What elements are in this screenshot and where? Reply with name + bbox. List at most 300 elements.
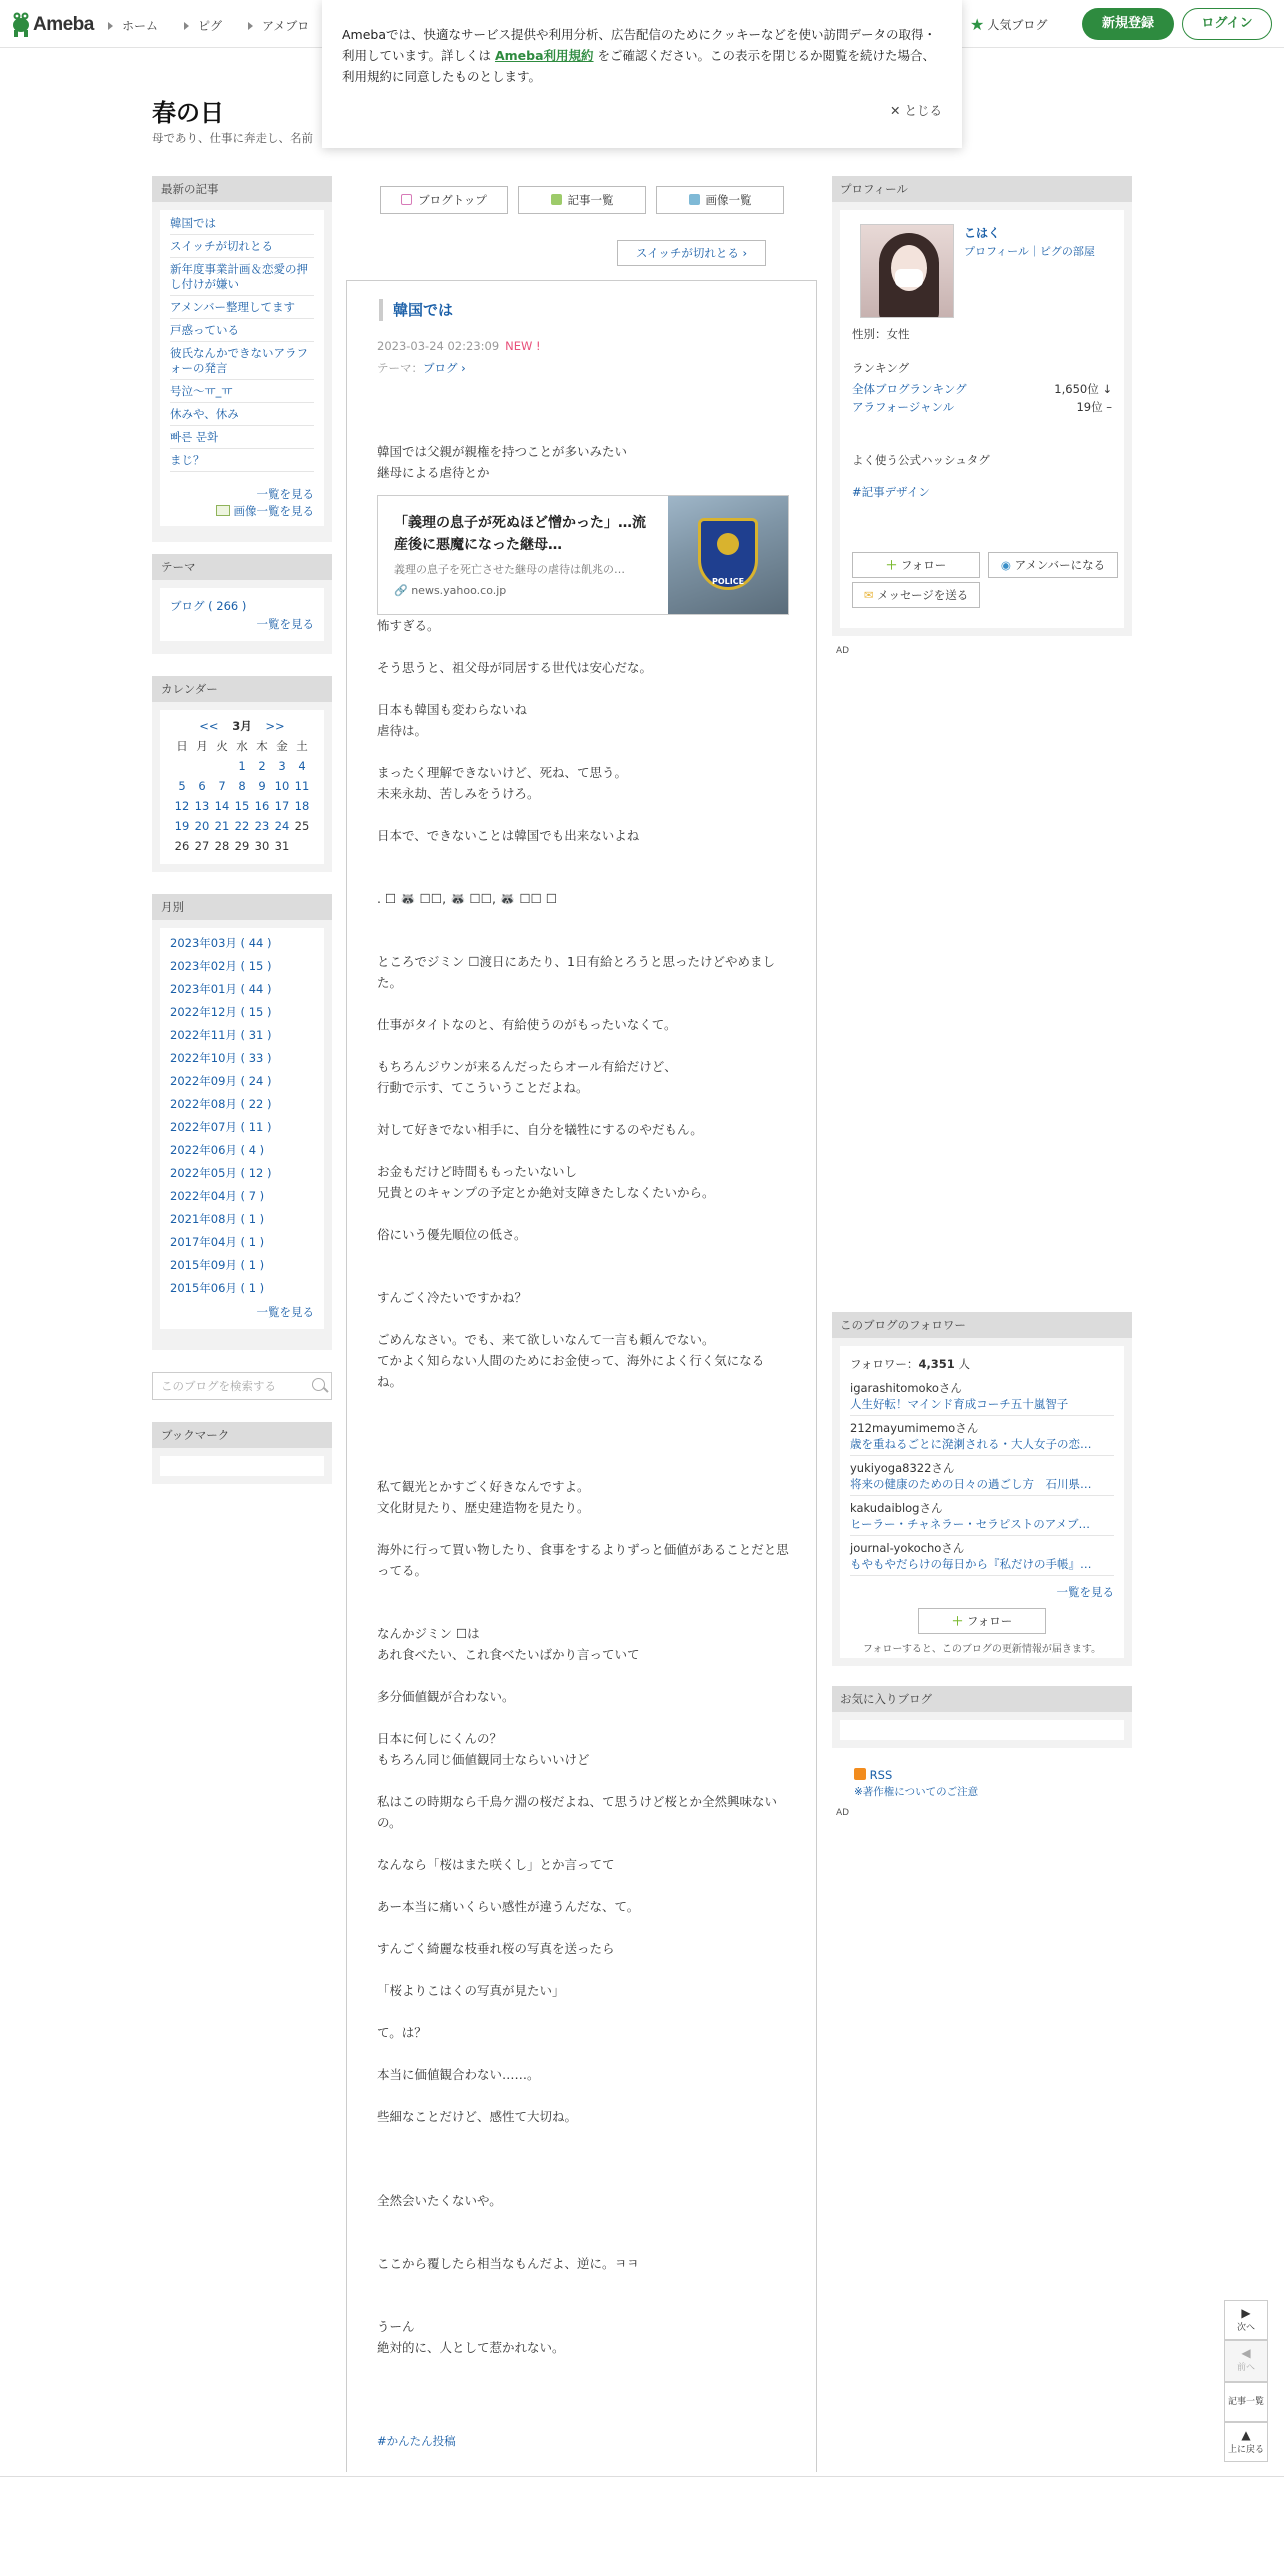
- spacer: [377, 1098, 789, 1119]
- entry-text: そう思うと、祖父母が同居する世代は安心だな。: [377, 660, 653, 675]
- news-link-card[interactable]: [377, 495, 789, 615]
- image-list-icon: [216, 505, 230, 516]
- terms-link[interactable]: Ameba利用規約: [494, 48, 594, 63]
- calendar-day: 29: [234, 839, 250, 853]
- calendar-day[interactable]: 14: [214, 799, 230, 813]
- tab-article-list[interactable]: [518, 186, 646, 214]
- logo-text: Ameba: [33, 14, 94, 35]
- calendar-day: 30: [254, 839, 270, 853]
- spacer: [377, 1245, 789, 1266]
- spacer: [377, 678, 789, 699]
- cookie-close-button[interactable]: [890, 100, 942, 121]
- month-archive-link[interactable]: 2022年12月 ( 15 ): [170, 1005, 272, 1019]
- entry-text: お金もだけど時間ももったいないし: [377, 1164, 578, 1179]
- calendar-weekday: 金: [276, 739, 288, 753]
- recent-article-link[interactable]: まじ？: [170, 453, 205, 467]
- tab-label: 画像一覧: [705, 193, 752, 207]
- theme-more-link[interactable]: 一覧を見る: [256, 617, 314, 631]
- ranking-genre-value: 19位 –: [1076, 400, 1112, 414]
- follower-user: yukiyoga8322さん: [850, 1461, 955, 1475]
- entry-text: あー本当に痛いくらい感性が違うんだな、て。: [377, 1899, 640, 1914]
- play-icon: ▶: [1241, 2306, 1251, 2320]
- follower-count-value: 4,351: [918, 1357, 955, 1371]
- entry-text: 怖すぎる。: [377, 618, 440, 633]
- follow-label: フォロー: [966, 1614, 1013, 1628]
- follower-user: journal-yokochoさん: [850, 1541, 965, 1555]
- month-archive-link[interactable]: 2021年08月 ( 1 ): [170, 1212, 265, 1226]
- entry-text: 本当に価値観合わない……。: [377, 2067, 540, 2082]
- plus-icon: ＋: [951, 1614, 964, 1628]
- entry-text: 対して好きでない相手に、自分を犠牲にするのやだもん。: [377, 1122, 703, 1137]
- calendar-day: 26: [174, 839, 190, 853]
- favorites-box: [832, 1686, 1132, 1748]
- global-nav: [108, 17, 335, 34]
- ranking-overall-value: 1,650位 ↓: [1054, 382, 1112, 396]
- follower-user: kakudaiblogさん: [850, 1501, 943, 1515]
- next-label: 次へ: [1236, 2323, 1255, 2333]
- cookie-text-2: をご確認ください。この表示を閉じるか閲覧を続けた場合、利用規約に同意したものとします。: [342, 48, 936, 84]
- follower-list: [850, 1376, 1114, 1576]
- box-heading: プロフィール: [832, 176, 1132, 202]
- entry-text: まったく理解できないけど、死ね、て思う。: [377, 765, 628, 780]
- profile-gender: 性別：女性: [852, 327, 910, 341]
- calendar-day[interactable]: 5: [178, 779, 186, 793]
- cookie-text: Amebaでは、快適なサービス提供や利用分析、広告配信のためにクッキーなどを使い訪問データの取得・利用しています。詳しくは: [342, 27, 937, 63]
- follower-blog: 人生好転！マインド育成コーチ五十嵐智子: [850, 1397, 1069, 1411]
- calendar-day[interactable]: 9: [258, 779, 266, 793]
- ranking-list: [852, 380, 1112, 416]
- rss-area: [854, 1768, 978, 1799]
- spacer: [377, 1413, 789, 1434]
- envelope-icon: ✉: [863, 588, 874, 602]
- spacer: [377, 1035, 789, 1056]
- spacer: [377, 2001, 789, 2022]
- nav-label: アメブロ: [262, 19, 310, 33]
- camera-icon: [689, 194, 700, 205]
- spacer: [377, 930, 789, 951]
- calendar-day[interactable]: 4: [298, 759, 306, 773]
- rss-label: RSS: [869, 1768, 893, 1782]
- profile-name[interactable]: こはく: [964, 226, 1001, 240]
- calendar-day: 31: [274, 839, 290, 853]
- spacer: [377, 1875, 789, 1896]
- entry-text: てかよく知らない人間のためにお金使って、海外によく行く気になるね。: [377, 1353, 765, 1389]
- blog-top-icon: [401, 194, 412, 205]
- calendar-day[interactable]: 3: [278, 759, 286, 773]
- list-label: 記事一覧: [1227, 2397, 1264, 2407]
- calendar-day[interactable]: 2: [258, 759, 266, 773]
- calendar-day: 25: [294, 819, 310, 833]
- calendar-weekday: 日: [176, 739, 188, 753]
- monthly-archive-box: [152, 894, 332, 1350]
- entry-theme-link[interactable]: ブログ: [423, 361, 458, 375]
- month-archive-link[interactable]: 2015年09月 ( 1 ): [170, 1258, 265, 1272]
- recent-more-link[interactable]: 一覧を見る: [256, 487, 314, 501]
- blog-search-input[interactable]: [152, 1372, 332, 1400]
- amember-button[interactable]: [988, 552, 1118, 578]
- follow-button-2[interactable]: [918, 1608, 1046, 1634]
- badge-emblem: [717, 533, 739, 555]
- spacer: [377, 993, 789, 1014]
- month-archive-link[interactable]: 2023年03月 ( 44 ): [170, 936, 272, 950]
- calendar-day: [172, 756, 192, 776]
- month-archive-link[interactable]: 2022年06月 ( 4 ): [170, 1143, 265, 1157]
- entry-lines: [377, 615, 789, 2358]
- entry-text: あれ食べたい、これ食べたいばかり言っていて: [377, 1647, 640, 1662]
- close-label: とじる: [904, 103, 942, 118]
- spacer: [377, 846, 789, 867]
- next-article-link[interactable]: [617, 240, 766, 266]
- entry-text: 絶対的に、人として惹かれない。: [377, 2340, 565, 2355]
- entry-text: 私て観光とかすごく好きなんですよ。: [377, 1479, 590, 1494]
- recent-article-link[interactable]: 休みや、休み: [170, 407, 239, 421]
- box-heading: ブックマーク: [152, 1422, 332, 1448]
- calendar-prev[interactable]: <<: [199, 719, 219, 733]
- spacer: [377, 1833, 789, 1854]
- search-icon[interactable]: [312, 1378, 325, 1391]
- follower-item[interactable]: [850, 1376, 1114, 1416]
- follower-blog: 歳を重ねるごとに溌溂される・大人女子の恋…: [850, 1437, 1092, 1451]
- hashtag-heading: よく使う公式ハッシュタグ: [852, 453, 990, 467]
- follower-blog: もやもやだらけの毎日から『私だけの手帳』…: [850, 1557, 1092, 1571]
- recent-article-link[interactable]: スイッチが切れとる: [170, 239, 274, 253]
- spacer: [377, 2169, 789, 2190]
- new-badge: NEW !: [505, 339, 541, 353]
- calendar-day[interactable]: 8: [238, 779, 246, 793]
- spacer: [377, 2211, 789, 2232]
- entry-text: 継母による虐待とか: [377, 465, 490, 480]
- ameba-frog-icon: [12, 12, 30, 38]
- calendar-day[interactable]: 11: [294, 779, 310, 793]
- chevron-right-icon: ›: [742, 246, 748, 260]
- calendar-day[interactable]: 1: [238, 759, 246, 773]
- entry-text: 些細なことだけど、感性て大切ね。: [377, 2109, 578, 2124]
- monthly-archive-body: [160, 928, 324, 1329]
- footer-divider: [0, 2476, 1284, 2477]
- ranking-genre-link[interactable]: アラフォージャンル: [852, 400, 955, 414]
- entry-text: うーん: [377, 2319, 415, 2334]
- follower-count: [850, 1356, 1114, 1372]
- entry-text: ここから覆したら相当なもんだよ、逆に。ㅋㅋ: [377, 2256, 639, 2271]
- back-icon: ◀: [1241, 2346, 1251, 2360]
- follow-button[interactable]: [852, 552, 980, 578]
- spacer: [377, 2232, 789, 2253]
- profile-box: [832, 176, 1132, 636]
- article-list-icon: [551, 194, 562, 205]
- entry-theme: [377, 360, 466, 376]
- tab-label: 記事一覧: [567, 193, 614, 207]
- spacer: [377, 1140, 789, 1161]
- month-more-link[interactable]: 一覧を見る: [256, 1305, 314, 1319]
- entry-text: 文化財見たり、歴史建造物を見たり。: [377, 1500, 590, 1515]
- calendar-day[interactable]: 6: [198, 779, 206, 793]
- month-archive-link[interactable]: 2022年04月 ( 7 ): [170, 1189, 265, 1203]
- spacer: [377, 909, 789, 930]
- calendar-day[interactable]: 19: [174, 819, 190, 833]
- entry-text: 虐待は。: [377, 723, 428, 738]
- entry-text: 俗にいう優先順位の低さ。: [377, 1227, 527, 1242]
- calendar-day[interactable]: 24: [274, 819, 290, 833]
- entry-text: 日本に何しにくんの？: [377, 1731, 503, 1746]
- calendar-weekday: 土: [296, 739, 308, 753]
- spacer: [377, 1518, 789, 1539]
- entry-meta: [377, 339, 541, 353]
- calendar: [160, 710, 324, 864]
- calendar-day[interactable]: 21: [214, 819, 230, 833]
- theme-body: [160, 588, 324, 641]
- rss-icon: [854, 1768, 866, 1780]
- month-archive-link[interactable]: 2022年10月 ( 33 ): [170, 1051, 272, 1065]
- profile-links[interactable]: プロフィール｜ピグの部屋: [964, 245, 1095, 258]
- avatar-mask: [895, 269, 923, 287]
- calendar-day: 27: [194, 839, 210, 853]
- rss-link[interactable]: [854, 1768, 892, 1782]
- calendar-weekday: 水: [236, 739, 248, 753]
- spacer: [377, 1917, 789, 1938]
- entry-text: 多分価値観が合わない。: [377, 1689, 515, 1704]
- profile-avatar[interactable]: [860, 224, 954, 318]
- card-thumbnail: [668, 496, 788, 614]
- month-archive-link[interactable]: 2015年06月 ( 1 ): [170, 1281, 265, 1295]
- star-icon: ★: [970, 15, 985, 34]
- month-archive-link[interactable]: 2017年04月 ( 1 ): [170, 1235, 265, 1249]
- calendar-day: [292, 836, 312, 856]
- nav-home[interactable]: [108, 17, 158, 34]
- theme-label: テーマ：: [377, 361, 423, 375]
- calendar-day[interactable]: 15: [234, 799, 250, 813]
- calendar-month: 3月: [232, 719, 252, 733]
- calendar-day[interactable]: 12: [174, 799, 190, 813]
- bookmark-box: [152, 1422, 332, 1484]
- ameba-logo[interactable]: [12, 12, 94, 38]
- spacer: [377, 1770, 789, 1791]
- chevron-right-icon: [248, 22, 253, 30]
- spacer: [377, 1581, 789, 1602]
- entry-body: [377, 441, 789, 2358]
- recent-article-link[interactable]: 新年度事業計画＆恋愛の押し付けが嫌い: [170, 262, 308, 291]
- recent-article-link[interactable]: 彼氏なんかできないアラフォーの発言: [170, 346, 308, 375]
- register-button[interactable]: 新規登録: [1082, 8, 1174, 40]
- followers-body: [840, 1346, 1124, 1658]
- nav-label: ホーム: [122, 19, 159, 33]
- card-site: news.yahoo.co.jp: [411, 584, 507, 597]
- spacer: [377, 1665, 789, 1686]
- entry-text: 海外に行って買い物したり、食事をするよりずっと価値があることだと思ってる。: [377, 1542, 789, 1578]
- spacer: [377, 1392, 789, 1413]
- tab-blog-top[interactable]: [380, 186, 508, 214]
- tab-label: ブログトップ: [418, 193, 487, 207]
- box-heading: カレンダー: [152, 676, 332, 702]
- ranking-overall-link[interactable]: 全体ブログランキング: [852, 382, 967, 396]
- follow-note: フォローすると、このブログの更新情報が届きます。: [862, 1644, 1102, 1655]
- follower-user: 212mayumimemoさん: [850, 1421, 979, 1435]
- entry-text: もちろんジウンが来るんだったらオール有給だけど、: [377, 1059, 677, 1074]
- calendar-day[interactable]: 7: [218, 779, 226, 793]
- entry-text: 日本で、できないことは韓国でも出来ないよね: [377, 828, 640, 843]
- ranking-heading: ランキング: [852, 361, 910, 375]
- followers-more-link[interactable]: 一覧を見る: [1056, 1585, 1114, 1599]
- ad-label: AD: [836, 646, 850, 656]
- blog-title[interactable]: 春の日: [152, 99, 224, 127]
- theme-item-blog[interactable]: ブログ ( 266 ): [170, 599, 247, 613]
- recent-articles-box: [152, 176, 332, 542]
- entry-text: 行動で示す、てこういうことだよね。: [377, 1080, 589, 1095]
- spacer: [377, 1455, 789, 1476]
- calendar-day: [212, 756, 232, 776]
- calendar-day[interactable]: 23: [254, 819, 270, 833]
- entry-title[interactable]: 韓国では: [379, 299, 453, 321]
- follower-count-unit: 人: [958, 1357, 970, 1371]
- ad-label-2: AD: [836, 1808, 850, 1818]
- prev-label: 前へ: [1236, 2363, 1255, 2373]
- calendar-day: [192, 756, 212, 776]
- card-description: 義理の息子を死亡させた継母の虐待は飢兆の…: [394, 563, 625, 576]
- follower-blog: ヒーラー・チャネラー・セラピストのアメブ…: [850, 1517, 1091, 1531]
- spacer: [377, 636, 789, 657]
- hashtag-link[interactable]: #記事デザイン: [852, 485, 930, 499]
- box-heading: 月別: [152, 894, 332, 920]
- calendar-day: 28: [214, 839, 230, 853]
- calendar-day[interactable]: 10: [274, 779, 290, 793]
- entry-text: . ☐ 🦝 ☐☐, 🦝 ☐☐, 🦝 ☐☐ ☐: [377, 891, 558, 906]
- entry-text: 日本も韓国も変わらないね: [377, 702, 528, 717]
- next-button[interactable]: [1224, 2300, 1268, 2340]
- recent-article-link[interactable]: 韓国では: [170, 216, 216, 230]
- favorites-body: [840, 1720, 1124, 1740]
- calendar-weekday: 月: [196, 739, 208, 753]
- up-icon: ▲: [1241, 2428, 1251, 2442]
- back-to-top-button[interactable]: [1224, 2422, 1268, 2462]
- message-label: メッセージを送る: [876, 588, 969, 602]
- chevron-right-icon: ›: [461, 361, 466, 375]
- box-heading: テーマ: [152, 554, 332, 580]
- box-heading: 最新の記事: [152, 176, 332, 202]
- spacer: [377, 867, 789, 888]
- spacer: [377, 1308, 789, 1329]
- calendar-day[interactable]: 13: [194, 799, 210, 813]
- follower-item[interactable]: [850, 1496, 1114, 1536]
- plus-icon: ＋: [885, 558, 898, 572]
- recent-article-link[interactable]: 戸惑っている: [170, 323, 239, 337]
- tab-image-list[interactable]: [656, 186, 784, 214]
- month-archive-link[interactable]: 2023年02月 ( 15 ): [170, 959, 272, 973]
- calendar-day[interactable]: 16: [254, 799, 270, 813]
- follower-blog: 将来の健康のための日々の過ごし方 石川県…: [850, 1477, 1092, 1491]
- calendar-next[interactable]: >>: [265, 719, 285, 733]
- calendar-nav: [164, 712, 320, 736]
- calendar-day[interactable]: 22: [234, 819, 250, 833]
- spacer: [377, 804, 789, 825]
- spacer: [377, 1434, 789, 1455]
- calendar-weekday: 木: [256, 739, 268, 753]
- link-icon: 🔗: [394, 584, 408, 597]
- entry-text: 私はこの時期なら千鳥ケ淵の桜だよね、て思うけど桜とか全然興味ないの。: [377, 1794, 778, 1830]
- entry-text: 未来永劫、苦しみをうけろ。: [377, 786, 540, 801]
- entry-text: なんかジミン ☐は: [377, 1626, 480, 1641]
- chevron-right-icon: [184, 22, 189, 30]
- entry-hashtag[interactable]: #かんたん投稿: [377, 2434, 456, 2448]
- month-archive-link[interactable]: 2022年08月 ( 22 ): [170, 1097, 272, 1111]
- calendar-day[interactable]: 17: [274, 799, 290, 813]
- blog-entry: [346, 280, 817, 2472]
- recent-article-link[interactable]: 빠른 문화: [170, 430, 219, 444]
- police-badge-icon: [698, 518, 758, 590]
- image-list-link[interactable]: 画像一覧を見る: [233, 504, 314, 518]
- spacer: [377, 2295, 789, 2316]
- calendar-day[interactable]: 18: [294, 799, 310, 813]
- nav-label: ピグ: [198, 19, 223, 33]
- follower-item[interactable]: [850, 1416, 1114, 1456]
- entry-text: すんごく綺麗な枝垂れ桜の写真を送ったら: [377, 1941, 615, 1956]
- month-archive-link[interactable]: 2022年11月 ( 31 ): [170, 1028, 272, 1042]
- entry-text: すんごく冷たいですかね？: [377, 1290, 528, 1305]
- spacer: [377, 1203, 789, 1224]
- followers-box: [832, 1312, 1132, 1666]
- entry-date: 2023-03-24 02:23:09: [377, 339, 500, 353]
- login-button[interactable]: ログイン: [1182, 8, 1272, 40]
- month-archive-link[interactable]: 2022年05月 ( 12 ): [170, 1166, 272, 1180]
- message-button[interactable]: [852, 582, 980, 608]
- month-archive-link[interactable]: 2022年07月 ( 11 ): [170, 1120, 272, 1134]
- spacer: [377, 741, 789, 762]
- calendar-day[interactable]: 20: [194, 819, 210, 833]
- spacer: [377, 2127, 789, 2148]
- entry-text: ところでジミン ☐渡日にあたり、1日有給とろうと思ったけどやめました。: [377, 954, 776, 990]
- next-article-label: スイッチが切れとる: [635, 246, 739, 260]
- follower-count-label: フォロワー：: [850, 1357, 919, 1371]
- recent-article-link[interactable]: 号泣〜ㅠ_ㅠ: [170, 384, 233, 398]
- article-list-button[interactable]: [1224, 2382, 1268, 2422]
- monthly-archive-list: [170, 932, 314, 1300]
- follow-label: フォロー: [900, 558, 947, 572]
- copyright-link[interactable]: ※著作権についてのご注意: [854, 1786, 979, 1798]
- entry-text: 仕事がタイトなのと、有給使うのがもったいなくて。: [377, 1017, 677, 1032]
- spacer: [377, 2274, 789, 2295]
- cookie-banner: [322, 0, 962, 148]
- month-archive-link[interactable]: 2022年09月 ( 24 ): [170, 1074, 272, 1088]
- card-title: 「義理の息子が死ぬほど憎かった」…流産後に悪魔になった継母…: [394, 515, 646, 553]
- recent-articles-list: [160, 210, 324, 526]
- follower-item[interactable]: [850, 1536, 1114, 1576]
- entry-text: 全然会いたくないや。: [377, 2193, 502, 2208]
- top-label: 上に戻る: [1227, 2445, 1264, 2455]
- chevron-right-icon: [108, 22, 113, 30]
- calendar-table: [172, 736, 312, 856]
- entry-text: ごめんなさい。でも、来て欲しいなんて一言も頼んでない。: [377, 1332, 715, 1347]
- month-archive-link[interactable]: 2023年01月 ( 44 ): [170, 982, 272, 996]
- theme-box: [152, 554, 332, 654]
- prev-button[interactable]: [1224, 2340, 1268, 2382]
- entry-text: もちろん同じ価値観同士ならいいけど: [377, 1752, 590, 1767]
- follower-user: igarashitomokoさん: [850, 1381, 962, 1395]
- nav-pigg[interactable]: [184, 17, 222, 34]
- spacer: [377, 1707, 789, 1728]
- amember-label: アメンバーになる: [1014, 558, 1106, 572]
- close-icon: ✕: [890, 103, 901, 118]
- spacer: [377, 2043, 789, 2064]
- nav-ameblo[interactable]: [248, 17, 309, 34]
- calendar-weekday: 火: [216, 739, 228, 753]
- spacer: [377, 2148, 789, 2169]
- recent-article-link[interactable]: アメンバー整理してます: [170, 300, 296, 314]
- card-source: [394, 580, 506, 601]
- amember-icon: ◉: [1000, 558, 1011, 572]
- spacer: [377, 1602, 789, 1623]
- blog-description: 母であり、仕事に奔走し、名前: [152, 131, 313, 145]
- spacer: [377, 2085, 789, 2106]
- follower-item[interactable]: [850, 1456, 1114, 1496]
- popular-blog-link[interactable]: [970, 15, 1047, 34]
